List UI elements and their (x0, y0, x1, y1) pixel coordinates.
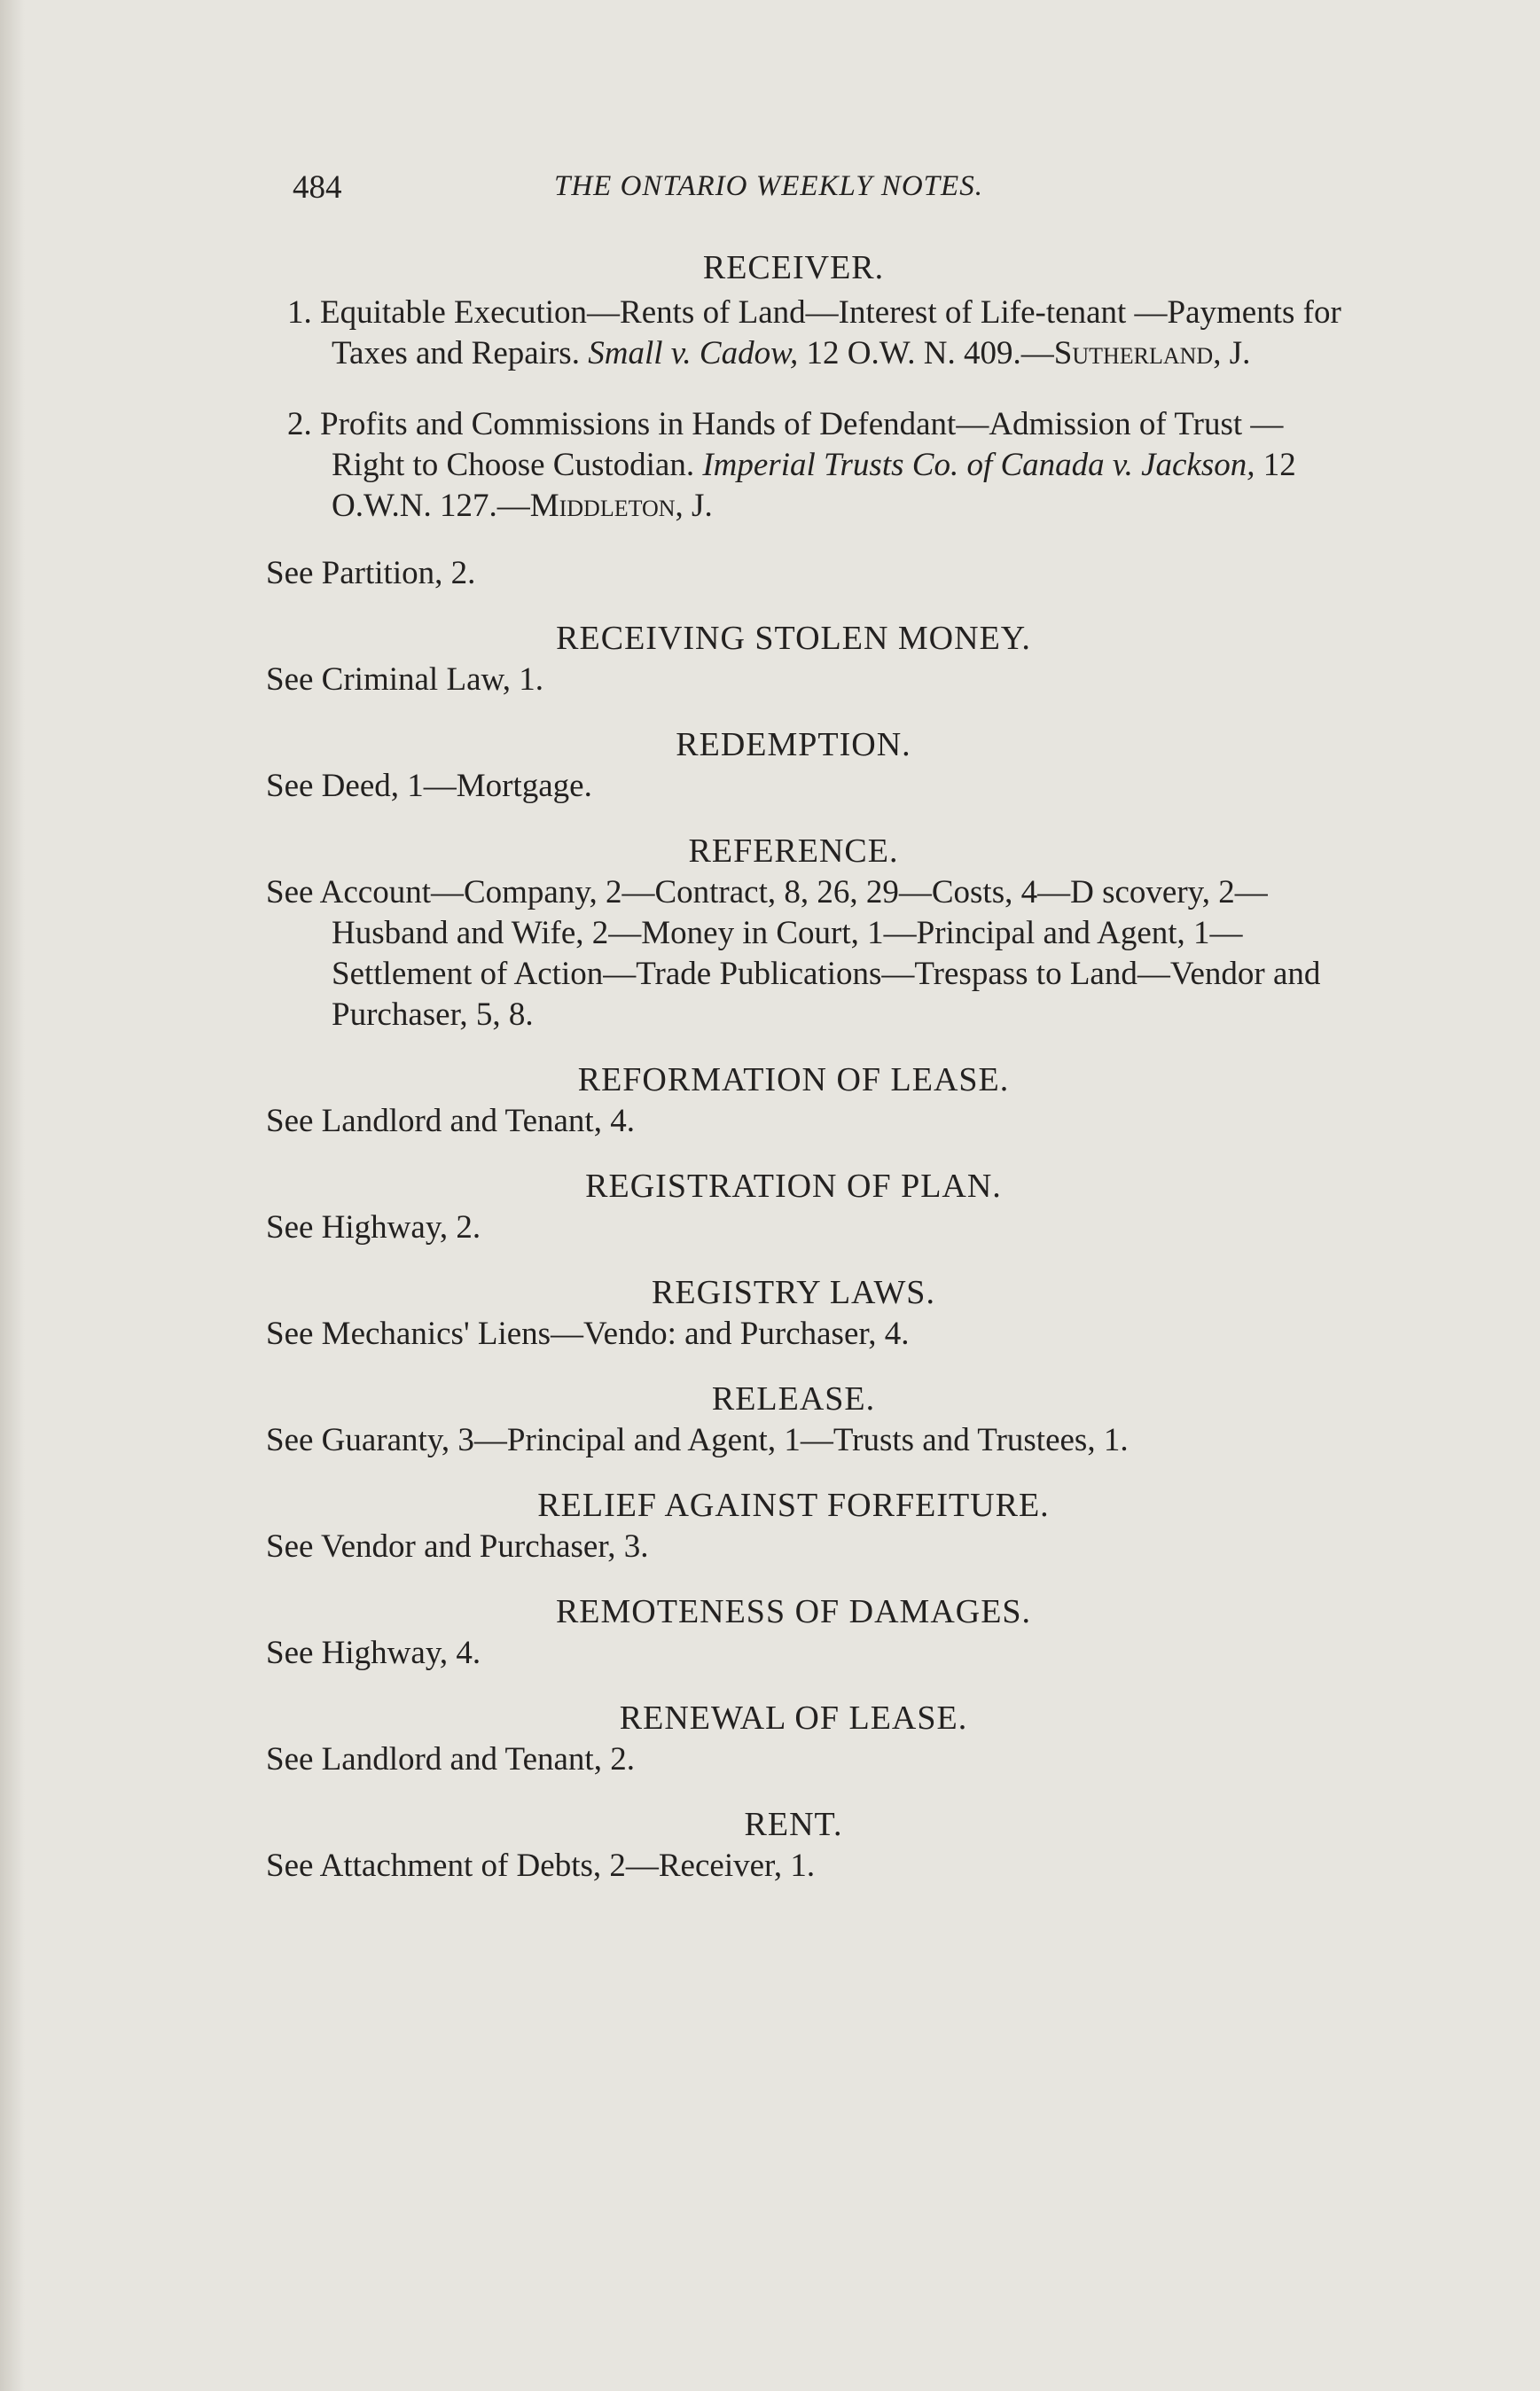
index-entry-relief-against-forfeiture (266, 1484, 1348, 1567)
judge-name: Middleton, J. (529, 488, 713, 524)
page-header (293, 168, 1339, 213)
see-also-reference: See Deed, 1—Mortgage. (266, 768, 592, 804)
entry-heading: RENEWAL OF LEASE. (619, 1699, 968, 1737)
entry-heading: RECEIVER. (702, 249, 885, 286)
index-entry-reference (266, 830, 1348, 1035)
entry-heading: RELEASE. (711, 1380, 876, 1418)
see-also-reference: See Guaranty, 3—Principal and Agent, 1—Trusts and Trustees, 1. (266, 1422, 1129, 1458)
index-content (266, 246, 1348, 1910)
see-also-reference: See Highway, 4. (266, 1635, 481, 1671)
page-number: 484 (293, 169, 342, 206)
entry-item (266, 404, 1348, 527)
see-also-reference: See Partition, 2. (266, 555, 476, 591)
entry-heading: RECEIVING STOLEN MONEY. (556, 620, 1031, 657)
entry-heading: RENT. (744, 1806, 843, 1843)
index-entry-redemption (266, 723, 1348, 807)
index-entry-receiver (266, 246, 1348, 594)
see-also-reference: See Highway, 2. (266, 1209, 481, 1246)
case-name: Small v. Cadow, (588, 335, 799, 371)
see-also-reference: See Account—Company, 2—Contract, 8, 26, 29—Costs, 4—D scovery, 2—Husband and Wife, 2—Money in Court, 1—Principal and Agent, 1—Settlement of Action—Trade Publications—Trespass to Land—Vendor and Purchaser, 5, 8. (266, 874, 1321, 1033)
case-name: Imperial Trusts Co. of Canada v. Jackson, (702, 447, 1255, 483)
entry-heading: REGISTRATION OF PLAN. (585, 1168, 1002, 1205)
running-title: THE ONTARIO WEEKLY NOTES. (554, 170, 983, 202)
see-also-reference: See Criminal Law, 1. (266, 661, 544, 698)
entry-heading: REGISTRY LAWS. (652, 1274, 935, 1311)
case-citation: 12 O.W. N. 409.— (806, 335, 1054, 371)
entry-heading: REFORMATION OF LEASE. (577, 1061, 1010, 1098)
case-citation: 12 O.W.N. 127.— (332, 447, 1296, 524)
item-text: Profits and Commissions in Hands of Defendant—Admission of Trust — Right to Choose Custodian. (320, 406, 1284, 483)
see-also-reference: See Landlord and Tenant, 4. (266, 1103, 635, 1139)
entry-heading: REMOTENESS OF DAMAGES. (555, 1593, 1032, 1630)
entry-item (266, 293, 1348, 374)
entry-heading: REDEMPTION. (676, 726, 911, 763)
index-entry-registration-of-plan (266, 1165, 1348, 1248)
see-also-reference: See Attachment of Debts, 2—Receiver, 1. (266, 1848, 816, 1884)
item-number: 1. (287, 294, 312, 331)
item-number: 2. (287, 406, 312, 442)
index-entry-reformation-of-lease (266, 1059, 1348, 1142)
see-also-reference: See Landlord and Tenant, 2. (266, 1741, 635, 1778)
entry-heading: REFERENCE. (688, 832, 899, 870)
item-text: Equitable Execution—Rents of Land—Interest of Life-tenant —Payments for Taxes and Repairs. (320, 294, 1341, 371)
judge-name: Sutherland, J. (1053, 335, 1251, 371)
index-entry-renewal-of-lease (266, 1697, 1348, 1780)
see-also-reference: See Mechanics' Liens—Vendo: and Purchaser, 4. (266, 1316, 910, 1352)
index-entry-remoteness-of-damages (266, 1590, 1348, 1674)
index-entry-rent (266, 1803, 1348, 1887)
index-entry-registry-laws (266, 1271, 1348, 1355)
entry-heading: RELIEF AGAINST FORFEITURE. (537, 1487, 1050, 1524)
page-gutter-shadow (0, 0, 25, 2391)
index-entry-release (266, 1378, 1348, 1461)
see-also-reference: See Vendor and Purchaser, 3. (266, 1528, 649, 1565)
index-entry-receiving-stolen-money (266, 617, 1348, 700)
